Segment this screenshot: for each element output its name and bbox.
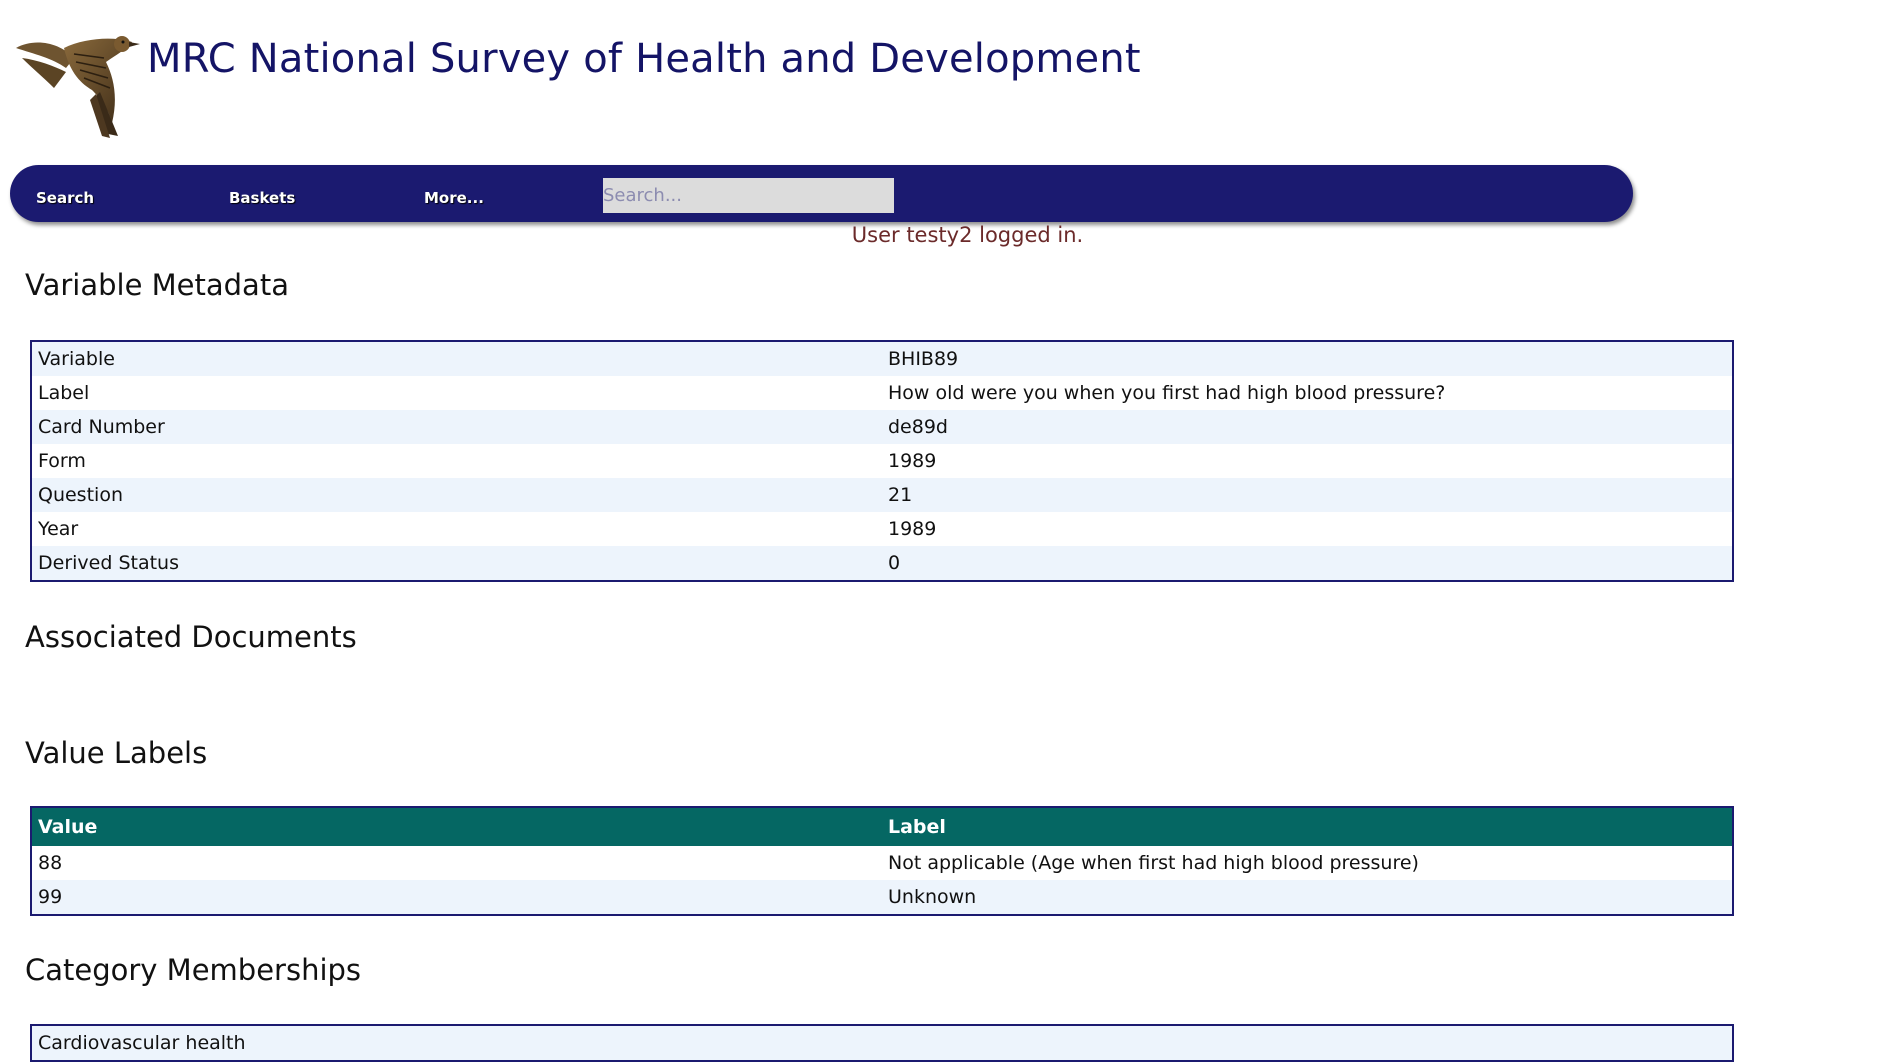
table-row (31, 512, 1733, 546)
site-title: MRC National Survey of Health and Development (147, 36, 1141, 82)
metadata-value: BHIB89 (882, 341, 1733, 376)
metadata-value: 1989 (882, 444, 1733, 478)
category-memberships-table (30, 1024, 1734, 1062)
metadata-key: Form (31, 444, 882, 478)
metadata-value: 0 (882, 546, 1733, 581)
variable-metadata-heading: Variable Metadata (25, 268, 289, 302)
variable-metadata-table (30, 340, 1734, 582)
table-row (31, 444, 1733, 478)
table-row (31, 846, 1733, 880)
metadata-key: Card Number (31, 410, 882, 444)
column-header-value: Value (31, 807, 882, 846)
metadata-value: How old were you when you first had high blood pressure? (882, 376, 1733, 410)
label-cell: Not applicable (Age when first had high blood pressure) (882, 846, 1733, 880)
metadata-key: Year (31, 512, 882, 546)
table-row (31, 341, 1733, 376)
table-header-row (31, 807, 1733, 846)
table-row (31, 546, 1733, 581)
value-labels-table (30, 806, 1734, 916)
metadata-key: Question (31, 478, 882, 512)
table-row (31, 478, 1733, 512)
skylark-bird-logo-icon (14, 28, 144, 138)
label-cell: Unknown (882, 880, 1733, 915)
metadata-value: 1989 (882, 512, 1733, 546)
main-nav-bar (10, 165, 1633, 222)
nav-more[interactable]: More... (424, 189, 484, 207)
nav-baskets[interactable]: Baskets (229, 189, 296, 207)
column-header-label: Label (882, 807, 1733, 846)
value-cell: 88 (31, 846, 882, 880)
metadata-key: Label (31, 376, 882, 410)
value-labels-heading: Value Labels (25, 736, 208, 770)
table-row (31, 376, 1733, 410)
table-row (31, 880, 1733, 915)
table-row (31, 410, 1733, 444)
associated-documents-heading: Associated Documents (25, 620, 357, 654)
value-cell: 99 (31, 880, 882, 915)
category-link[interactable]: Cardiovascular health (31, 1025, 1733, 1061)
metadata-key: Variable (31, 341, 882, 376)
metadata-key: Derived Status (31, 546, 882, 581)
metadata-value: 21 (882, 478, 1733, 512)
category-memberships-heading: Category Memberships (25, 953, 362, 987)
site-header (14, 24, 1314, 144)
login-status-message: User testy2 logged in. (851, 223, 1084, 247)
table-row (31, 1025, 1733, 1061)
metadata-value: de89d (882, 410, 1733, 444)
nav-search[interactable]: Search (36, 189, 95, 207)
search-input[interactable] (603, 178, 894, 213)
